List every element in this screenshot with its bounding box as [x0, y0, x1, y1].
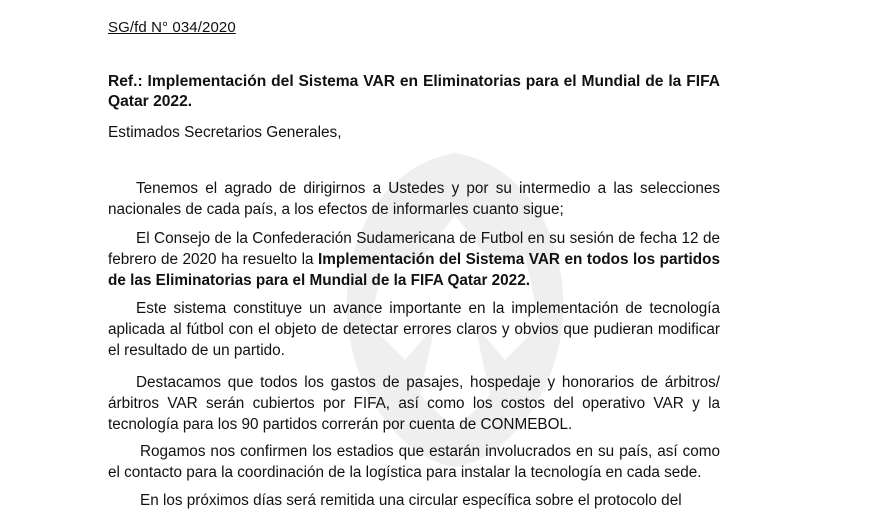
subject-line: Ref.: Implementación del Sistema VAR en Eliminatorias para el Mundial de la FIFA Qatar 2022.: [108, 73, 720, 110]
paragraph-intro: Tenemos el agrado de dirigirnos a Ustedes y por su intermedio a las selecciones nacionales de cada país, a los efectos de informarles cuanto sigue;: [108, 180, 720, 218]
paragraph-stadium-request: Rogamos nos confirmen los estadios que estarán involucrados en su país, así como el contacto para la coordinación de la logística para instalar la tecnología en cada sede.: [108, 443, 720, 481]
paragraph-system-description: Este sistema constituye un avance importante en la implementación de tecnología aplicada al fútbol con el objeto de detectar errores claros y obvios que pudieran modificar el resultado de un partido.: [108, 300, 720, 359]
paragraph-council-resolution: [108, 228, 720, 291]
paragraph-costs: Destacamos que todos los gastos de pasajes, hospedaje y honorarios de árbitros/árbitros VAR serán cubiertos por FIFA, así como los costos del operativo VAR y la tecnología para los 90 partidos correrán por cuenta de CONMEBOL.: [108, 374, 720, 433]
paragraph-council-resolution-bold: Implementación del Sistema VAR en todos los partidos de las Eliminatorias para el Mundial de la FIFA Qatar 2022.: [108, 251, 720, 289]
document-reference-number: SG/fd N° 034/2020: [108, 19, 236, 36]
greeting: Estimados Secretarios Generales,: [108, 124, 342, 141]
paragraph-protocol-notice: En los próximos días será remitida una circular específica sobre el protocolo del: [140, 492, 682, 509]
paragraph-council-resolution-text: El Consejo de la Confederación Sudamericana de Futbol en su sesión de fecha 12 de febrero de 2020 ha resuelto la: [108, 230, 720, 268]
